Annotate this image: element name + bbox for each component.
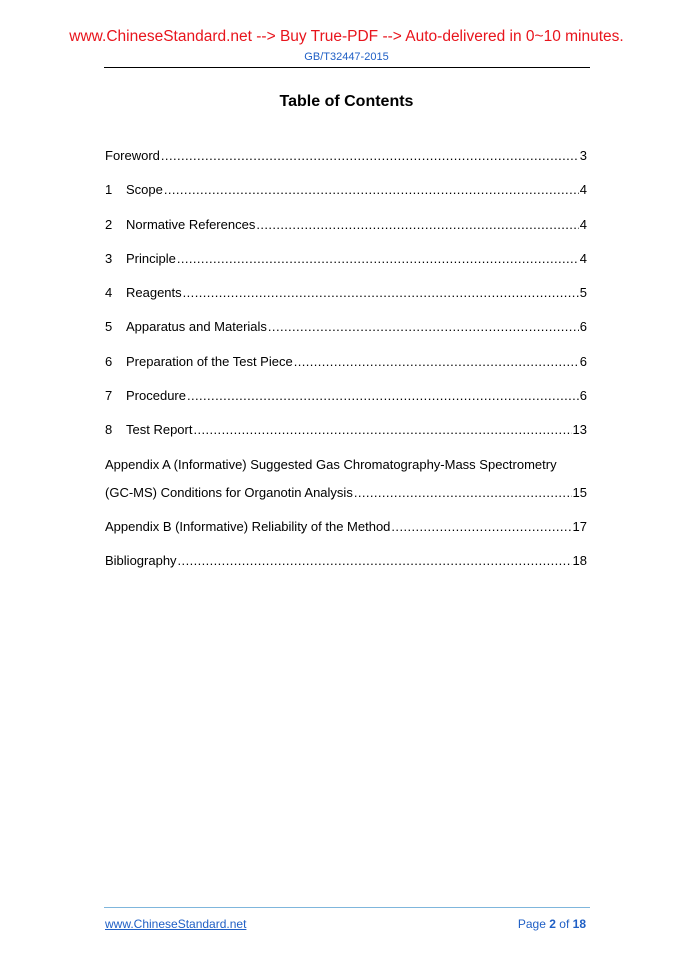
toc-entry-bibliography[interactable] — [105, 553, 587, 587]
toc-leader-dots — [161, 148, 579, 163]
toc-entry-label: Preparation of the Test Piece — [126, 353, 293, 369]
toc-entry-appendix-a-continued[interactable] — [105, 485, 587, 519]
toc-entry-principle[interactable] — [105, 251, 587, 285]
toc-entry-test-piece[interactable] — [105, 354, 587, 388]
standard-code: GB/T32447-2015 — [304, 51, 389, 63]
toc-entry-page: 3 — [579, 148, 587, 163]
toc-leader-dots — [354, 485, 572, 500]
toc-entry-number: 2 — [105, 216, 113, 232]
toc-entry-label: Scope — [126, 182, 163, 198]
toc-leader-dots — [391, 519, 571, 534]
toc-entry-foreword[interactable] — [105, 148, 587, 182]
toc-entry-page: 4 — [579, 250, 587, 266]
toc-entry-page: 17 — [572, 518, 587, 534]
toc-entry-normative-references[interactable] — [105, 217, 587, 251]
toc-leader-dots — [193, 422, 571, 437]
toc-entry-test-report[interactable] — [105, 422, 587, 456]
toc-entry-page: 6 — [579, 353, 587, 369]
toc-entry-label: Foreword — [105, 148, 160, 163]
toc-entry-page: 6 — [579, 319, 587, 335]
toc-leader-dots — [178, 553, 572, 568]
toc-entry-appendix-a[interactable] — [105, 457, 587, 485]
header-divider — [104, 67, 590, 68]
toc-entry-number: 8 — [105, 422, 113, 438]
toc-entry-label: Normative References — [126, 216, 256, 232]
toc-entry-page: 13 — [572, 422, 587, 438]
toc-entry-page: 5 — [579, 285, 587, 301]
toc-entry-scope[interactable] — [105, 182, 587, 216]
header-banner: www.ChineseStandard.net --> Buy True-PDF --> Auto-delivered in 0~10 minutes. — [69, 28, 624, 45]
toc-entry-label: Bibliography — [105, 553, 177, 569]
page-prefix: Page — [517, 917, 546, 931]
page-title: Table of Contents — [279, 93, 414, 110]
toc-leader-dots — [164, 182, 579, 197]
toc-leader-dots — [268, 319, 579, 334]
toc-entry-reagents[interactable] — [105, 285, 587, 319]
toc-leader-dots — [294, 354, 579, 369]
toc-entry-number: 3 — [105, 250, 113, 266]
toc-entry-number: 5 — [105, 319, 113, 335]
toc-entry-page: 6 — [579, 388, 587, 404]
table-of-contents — [105, 148, 587, 588]
page-current: 2 — [549, 917, 556, 931]
toc-leader-dots — [187, 388, 579, 403]
footer-page-indicator — [518, 917, 586, 931]
toc-entry-page: 4 — [579, 182, 587, 198]
toc-entry-apparatus[interactable] — [105, 319, 587, 353]
toc-entry-label: (GC-MS) Conditions for Organotin Analysis — [105, 484, 353, 500]
toc-entry-label: Procedure — [126, 388, 186, 404]
toc-entry-label: Reagents — [126, 285, 182, 301]
toc-entry-number: 7 — [105, 388, 113, 404]
toc-entry-page: 4 — [579, 216, 587, 232]
toc-entry-label: Appendix B (Informative) Reliability of the Method — [105, 518, 391, 534]
toc-entry-label: Appendix A (Informative) Suggested Gas Chromatography-Mass Spectrometry — [105, 456, 557, 472]
page-total: 18 — [572, 917, 586, 931]
toc-entry-number: 1 — [105, 182, 113, 198]
toc-entry-label: Test Report — [126, 422, 193, 438]
page-of: of — [559, 917, 570, 931]
toc-leader-dots — [256, 217, 578, 232]
toc-entry-number: 4 — [105, 285, 113, 301]
footer-divider — [104, 907, 590, 908]
toc-entry-page: 15 — [572, 484, 587, 500]
toc-leader-dots — [183, 285, 579, 300]
toc-entry-procedure[interactable] — [105, 388, 587, 422]
toc-entry-label: Principle — [126, 250, 176, 266]
toc-entry-page: 18 — [572, 553, 587, 569]
toc-entry-number: 6 — [105, 353, 113, 369]
toc-entry-label: Apparatus and Materials — [126, 319, 267, 335]
toc-leader-dots — [177, 251, 579, 266]
footer-site-link[interactable]: www.ChineseStandard.net — [105, 917, 247, 931]
toc-entry-appendix-b[interactable] — [105, 519, 587, 553]
